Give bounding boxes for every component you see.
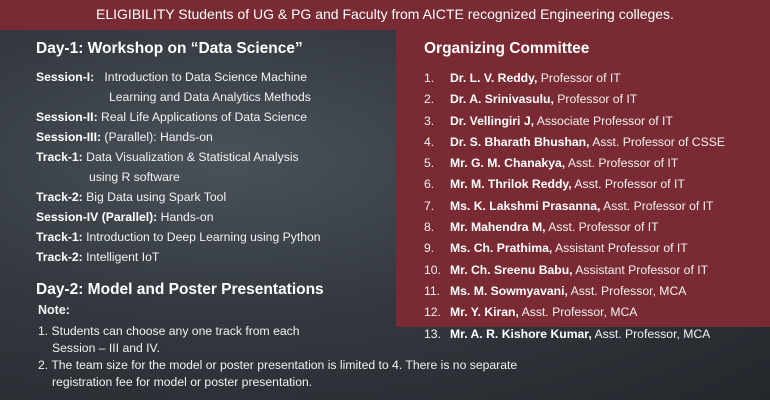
- session-line: [36, 247, 386, 267]
- member-name: Dr. L. V. Reddy,: [450, 71, 538, 85]
- member-name: Mr. A. R. Kishore Kumar,: [450, 326, 592, 341]
- committee-title: Organizing Committee: [424, 40, 590, 57]
- session-text: using R software: [89, 170, 180, 184]
- member-role: Asst. Professor of CSSE: [592, 134, 725, 149]
- member-role: Asst. Professor of IT: [603, 198, 714, 213]
- member-number: 10.: [424, 262, 441, 277]
- note-line: registration fee for model or poster presentation.: [52, 375, 313, 389]
- member-name: Mr. G. M. Chanakya,: [450, 156, 566, 171]
- member-number: 6.: [424, 177, 435, 192]
- session-text: Learning and Data Analytics Methods: [109, 90, 311, 104]
- member-name: Ms. K. Lakshmi Prasanna,: [450, 198, 601, 213]
- member-number: 11.: [424, 283, 441, 298]
- member-role: Associate Professor of IT: [536, 113, 673, 128]
- day1-title: Day-1: Workshop on “Data Science”: [36, 40, 303, 57]
- session-text: Intelligent IoT: [86, 250, 160, 264]
- member-number: 12.: [424, 305, 441, 320]
- session-line: [36, 207, 386, 227]
- member-name: Mr. Ch. Sreenu Babu,: [450, 262, 573, 277]
- note-line: Session – III and IV.: [52, 341, 160, 355]
- committee-member: [424, 260, 764, 281]
- committee-member: [424, 324, 764, 345]
- committee-member: [424, 111, 764, 132]
- session-label: Track-2:: [36, 250, 83, 264]
- session-line: [36, 87, 386, 107]
- member-number: 2.: [424, 92, 435, 107]
- session-label: Session-IV (Parallel):: [36, 210, 158, 224]
- member-number: 3.: [424, 113, 435, 128]
- session-label: Session-I:: [36, 70, 95, 84]
- committee-member: [424, 174, 764, 195]
- note-label: Note:: [38, 303, 70, 317]
- member-number: 4.: [424, 134, 435, 149]
- member-role: Professor of IT: [540, 71, 621, 85]
- member-number: 13.: [424, 326, 441, 341]
- member-number: 8.: [424, 220, 435, 235]
- member-name: Dr. S. Bharath Bhushan,: [450, 134, 590, 149]
- session-text: Data Visualization & Statistical Analysis: [86, 150, 299, 164]
- member-number: 5.: [424, 156, 435, 171]
- eligibility-text: ELIGIBILITY Students of UG & PG and Faculty from AICTE recognized Engineering colleges.: [96, 6, 674, 22]
- member-name: Dr. Vellingiri J,: [450, 113, 534, 128]
- session-line: [36, 127, 386, 147]
- member-name: Ms. Ch. Prathima,: [450, 241, 553, 256]
- session-line: [36, 147, 386, 167]
- member-role: Asst. Professor, MCA: [521, 305, 638, 320]
- committee-member: [424, 132, 764, 153]
- session-label: Session-II:: [36, 110, 98, 124]
- committee-member: [424, 238, 764, 259]
- session-text: Hands-on: [160, 210, 214, 224]
- member-number: 9.: [424, 241, 435, 256]
- member-name: Ms. M. Sowmyavani,: [450, 283, 568, 298]
- session-line: [36, 167, 386, 187]
- member-name: Mr. Mahendra M,: [450, 220, 546, 235]
- committee-member: [424, 196, 764, 217]
- session-line: [36, 187, 386, 207]
- day2-title: Day-2: Model and Poster Presentations: [36, 281, 324, 298]
- day1-section: [36, 40, 386, 267]
- member-role: Asst. Professor, MCA: [594, 326, 711, 341]
- session-label: Track-2:: [36, 190, 83, 204]
- session-label: Track-1:: [36, 230, 83, 244]
- committee-member: [424, 281, 764, 302]
- member-name: Mr. M. Thrilok Reddy,: [450, 177, 572, 192]
- committee-list: [424, 68, 764, 345]
- session-text: (Parallel): Hands-on: [104, 130, 213, 144]
- session-text: Introduction to Deep Learning using Python: [86, 230, 321, 244]
- member-number: 7.: [424, 198, 435, 213]
- member-name: Mr. Y. Kiran,: [450, 305, 519, 320]
- session-line: [36, 107, 386, 127]
- note-line: 2. The team size for the model or poster presentation is limited to 4. There is no separate: [38, 358, 518, 372]
- member-role: Assistant Professor of IT: [575, 262, 709, 277]
- member-role: Asst. Professor of IT: [574, 177, 685, 192]
- committee-member: [424, 89, 764, 110]
- session-line: [36, 67, 386, 87]
- committee-member: [424, 153, 764, 174]
- member-number: 1.: [424, 71, 435, 85]
- session-text: Big Data using Spark Tool: [86, 190, 227, 204]
- member-role: Assistant Professor of IT: [554, 241, 688, 256]
- committee-member: [424, 217, 764, 238]
- session-line: [36, 227, 386, 247]
- committee-member: [424, 302, 764, 323]
- session-label: Track-1:: [36, 150, 83, 164]
- member-role: Asst. Professor of IT: [567, 156, 679, 171]
- member-role: Asst. Professor, MCA: [570, 283, 687, 298]
- member-role: Professor of IT: [557, 92, 638, 107]
- member-role: Asst. Professor of IT: [548, 220, 659, 235]
- member-name: Dr. A. Srinivasulu,: [450, 92, 554, 107]
- note-line: 1. Students can choose any one track from each: [38, 324, 300, 338]
- session-text: Introduction to Data Science Machine: [104, 70, 307, 84]
- committee-member: [424, 68, 764, 89]
- session-text: Real Life Applications of Data Science: [101, 110, 307, 124]
- session-label: Session-III:: [36, 130, 102, 144]
